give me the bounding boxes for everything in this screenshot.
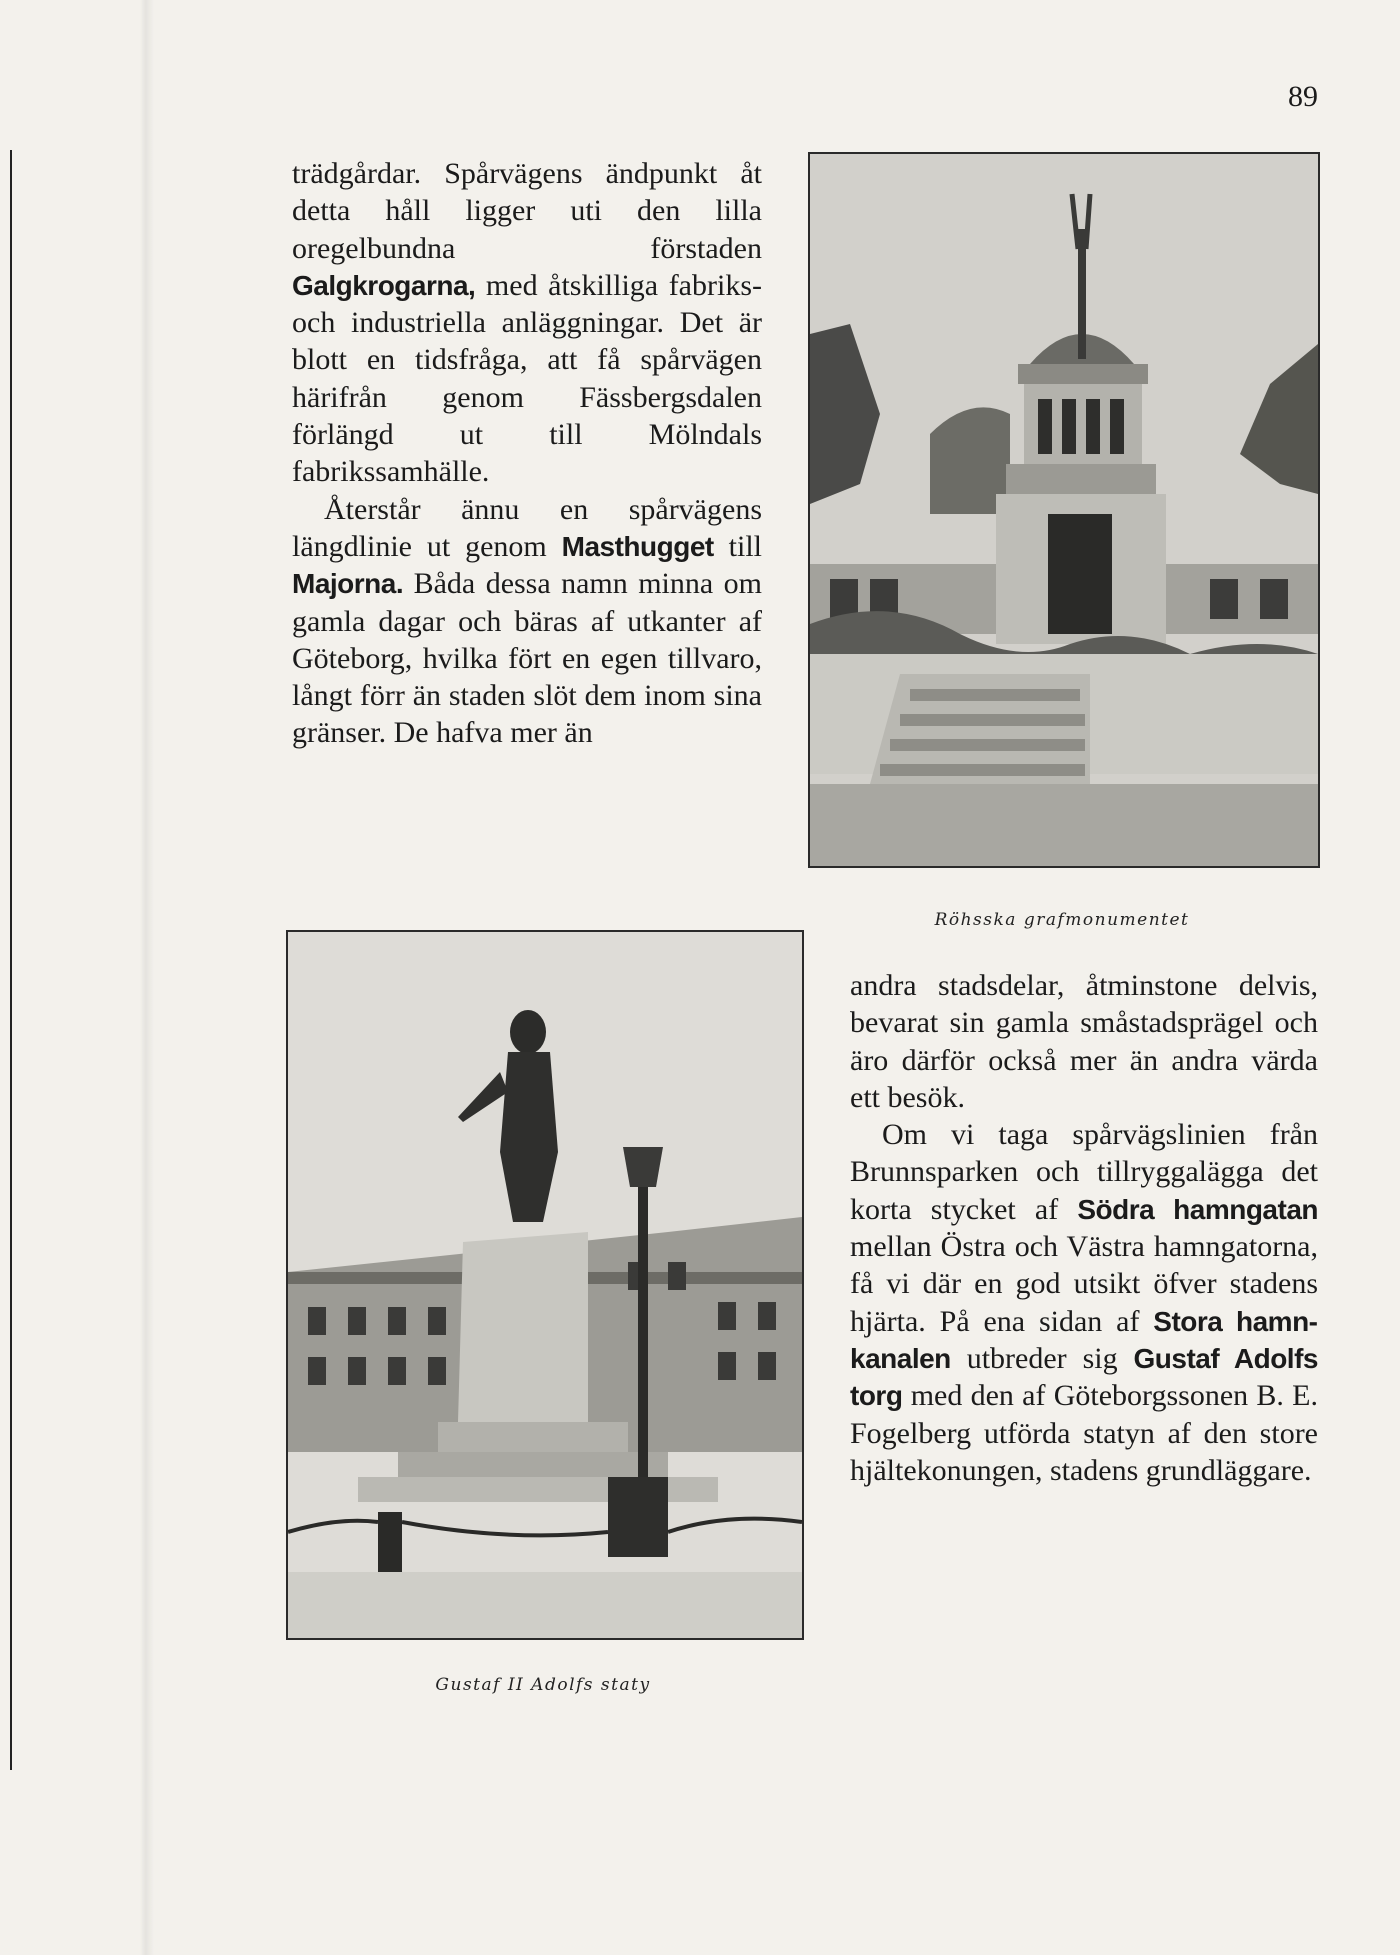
gustaf-adolf-statue-photo (286, 930, 804, 1640)
text-run: Om vi taga spårvägslinien från Brunnsparken och tillryggalägga det korta stycket af (850, 1118, 1318, 1226)
rohss-monument-photo (808, 152, 1320, 868)
gustaf-adolf-photo-caption: Gustaf II Adolfs staty (435, 1675, 651, 1695)
left-paragraph-2 (292, 491, 762, 752)
text-run: Återstår ännu en spårvägens längdlinie ut genom (292, 492, 762, 563)
left-paragraph-1 (292, 155, 762, 491)
rohss-photo-caption: Röhsska grafmonumentet (934, 910, 1190, 930)
text-run: utbreder sig (950, 1341, 1134, 1375)
text-run: Båda dessa namn minna om gamla dagar och bäras af utkanter af Göteborg, hvilka fört en egen tillvaro, långt förr än staden slöt dem inom sina gränser. De hafva mer än (292, 567, 762, 750)
page-gutter-edge (0, 150, 12, 1770)
binding-stitch-shadow (140, 0, 154, 1955)
place-name-galgkrogarna: Galgkrogarna, (292, 269, 476, 301)
place-name-gustaf-adolfs-torg: Gustaf Adolfs torg (850, 1342, 1318, 1412)
place-name-majorna: Majorna. (292, 568, 404, 600)
page-number: 89 (1288, 80, 1318, 113)
gustaf-adolf-statue-illustration (288, 932, 802, 1638)
right-paragraph-2 (850, 1116, 1318, 1489)
text-run: med åtskilliga fabriks- och industriella anläggningar. Det är blott en tidsfråga, att få spårvägen härifrån genom Fässbergsdalen förlängd ut till Mölndals fabrikssamhälle. (292, 268, 762, 489)
place-name-masthugget: Masthugget (561, 530, 714, 562)
text-run: med den af Göteborgssonen B. E. Fogelberg utförda statyn af den store hjältekonungen, stadens grundläggare. (850, 1379, 1318, 1487)
rohss-monument-illustration (810, 154, 1318, 866)
text-run: trädgårdar. Spårvägens ändpunkt åt detta håll ligger uti den lilla oregelbundna förstaden (292, 157, 762, 265)
left-text-column (292, 155, 762, 752)
text-run: till (713, 529, 762, 563)
place-name-stora-hamnkanalen: Stora hamnkanalen (850, 1305, 1318, 1374)
place-name-sodra-hamngatan: Södra hamngatan (1077, 1193, 1319, 1225)
right-text-column (850, 967, 1318, 1489)
right-paragraph-1: andra stadsdelar, åtminstone delvis, bevarat sin gamla småstadsprägel och äro därför också mer än andra värda ett besök. (850, 969, 1318, 1114)
text-run: mellan Östra och Västra hamngatorna, få vi där en god utsikt öfver stadens hjärta. På ena sidan af (850, 1230, 1318, 1338)
